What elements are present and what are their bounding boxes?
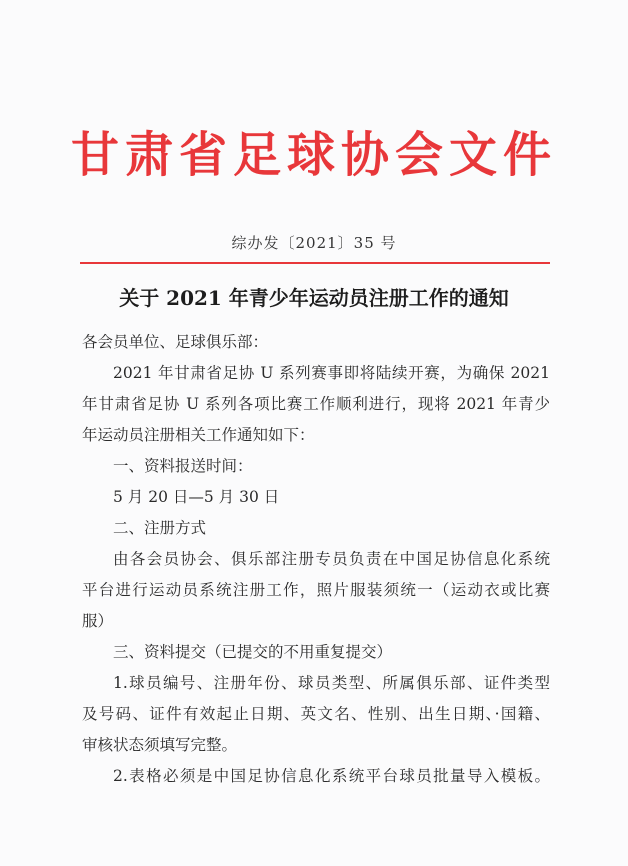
section1-dates: 5 月 20 日—5 月 30 日 [113,488,280,506]
section1-title: 一、资料报送时间： [113,457,253,475]
red-divider [80,262,550,264]
section3-item1-line: 1.球员编号、注册年份、球员类型、所属俱乐部、证件类型 [113,674,550,692]
section3-item2: 2.表格必须是中国足协信息化系统平台球员批量导入模板。 [113,767,550,785]
section3-item1-line: 及号码、证件有效起止日期、英文名、性别、出生日期、·国籍、 [82,705,550,723]
intro-line: 2021 年甘肃省足协 U 系列赛事即将陆续开赛，为确保 2021 [113,364,550,382]
org-title: 甘肃省足球协会文件 [70,127,557,183]
notice-heading: 关于 2021 年青少年运动员注册工作的通知 [119,286,509,310]
salutation: 各会员单位、足球俱乐部： [82,333,269,351]
section2-title: 二、注册方式 [113,519,207,537]
section3-item1-line: 审核状态须填写完整。 [82,736,238,754]
section3-title: 三、资料提交（已提交的不用重复提交） [113,643,393,661]
doc-number: 综办发〔2021〕35 号 [231,234,397,252]
section2-line: 服） [82,612,114,630]
intro-line: 年甘肃省足协 U 系列各项比赛工作顺利进行，现将 2021 年青少 [82,395,550,413]
section2-line: 由各会员协会、俱乐部注册专员负责在中国足协信息化系统 [113,550,550,568]
section2-line: 平台进行运动员系统注册工作，照片服装须统一（运动衣或比赛 [82,581,550,599]
intro-line: 年运动员注册相关工作通知如下： [82,426,315,444]
